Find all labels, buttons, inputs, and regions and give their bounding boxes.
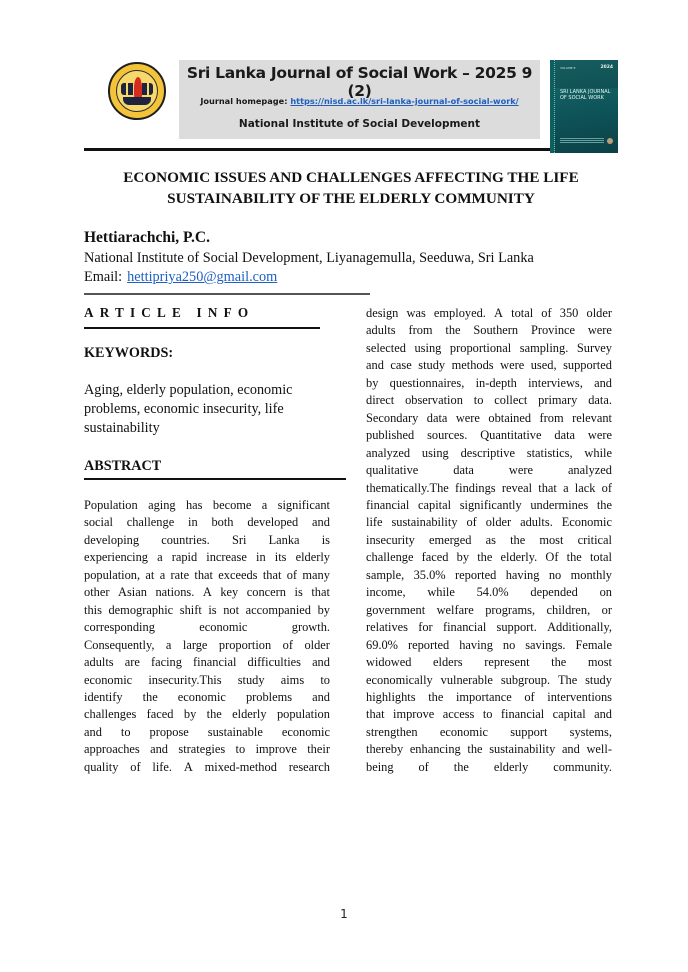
- abstract-line: thereby enhancing the sustainability and well-: [366, 742, 612, 757]
- abstract-line: strengthen economic support systems,: [366, 724, 612, 739]
- abstract-line: quality of life. A mixed-method research: [84, 759, 330, 774]
- abstract-line: sample, 35.0% reported having no monthly: [366, 567, 612, 582]
- article-info-underline: [84, 327, 320, 329]
- abstract-column-right: [366, 305, 612, 776]
- abstract-line: adults from the Southern Province were: [366, 323, 612, 338]
- abstract-line: approaches and strategies to improve their: [84, 742, 330, 757]
- abstract-column-left: [84, 497, 330, 776]
- cover-footer-text: [560, 138, 604, 143]
- abstract-line: adults are facing financial difficulties and: [84, 655, 330, 670]
- institute-name: National Institute of Social Development: [238, 118, 481, 130]
- paper-title: ECONOMIC ISSUES AND CHALLENGES AFFECTING THE LIFE SUSTAINABILITY OF THE ELDERLY COMMUNITY: [123, 169, 579, 207]
- author-affiliation: National Institute of Social Development, Liyanagemulla, Seeduwa, Sri Lanka: [84, 250, 534, 266]
- abstract-line: and to propose sustainable economic: [84, 724, 330, 739]
- author-name: Hettiarachchi, P.C.: [84, 229, 210, 246]
- abstract-line: design was employed. A total of 350 older: [366, 306, 612, 320]
- email-line: [84, 269, 277, 286]
- abstract-line: Population aging has become a significant: [84, 498, 330, 512]
- abstract-line: experiencing a rapid increase in its elderly: [84, 550, 330, 565]
- abstract-line: relatives for financial support. Additionally,: [366, 620, 612, 635]
- abstract-line: being of the elderly community.: [366, 759, 612, 774]
- cover-volume: VOLUME 8: [560, 66, 576, 70]
- abstract-line: Secondary data were obtained from relevant: [366, 410, 612, 425]
- abstract-line: economic insecurity.This study aims to: [84, 672, 330, 687]
- abstract-line: qualitative data were analyzed: [366, 463, 612, 478]
- abstract-line: thematically.The findings reveal that a lack of: [366, 480, 612, 495]
- keywords-list: Aging, elderly population, economic problems, economic insecurity, life sustainability: [84, 382, 293, 436]
- abstract-line: population, at a rate that exceeds that of many: [84, 567, 330, 582]
- abstract-line: other Asian nations. A key concern is that: [84, 585, 330, 600]
- abstract-line: and case study methods were used, supported: [366, 358, 612, 373]
- abstract-line: by questionnaires, in-depth interviews, and: [366, 375, 612, 390]
- page-number: 1: [340, 907, 348, 921]
- abstract-line: highlights the importance of interventions: [366, 689, 612, 704]
- abstract-heading: ABSTRACT: [84, 458, 162, 474]
- abstract-line: life sustainability of older adults. Economic: [366, 515, 612, 530]
- homepage-link[interactable]: https://nisd.ac.lk/sri-lanka-journal-of-social-work/: [290, 96, 519, 106]
- abstract-line: Consequently, a large proportion of older: [84, 637, 330, 652]
- abstract-line: published sources. Quantitative data were: [366, 428, 612, 443]
- abstract-line: 69.0% reported having no savings. Female: [366, 637, 612, 652]
- abstract-line: challenges faced by the elderly population: [84, 707, 330, 722]
- abstract-line: income, while 54.0% depended on: [366, 585, 612, 600]
- abstract-line: developing countries. Sri Lanka is: [84, 532, 330, 547]
- cover-seal-icon: [607, 138, 613, 144]
- lamp-emblem-icon: [116, 70, 158, 112]
- abstract-line: government welfare programs, children, or: [366, 602, 612, 617]
- email-label: Email:: [84, 269, 123, 285]
- abstract-underline: [84, 478, 346, 480]
- email-link[interactable]: hettipriya250@gmail.com: [127, 269, 278, 285]
- keywords-heading: KEYWORDS:: [84, 345, 174, 361]
- abstract-line: that improve access to financial capital and: [366, 707, 612, 722]
- abstract-line: economically vulnerable subgroup. The study: [366, 672, 612, 687]
- abstract-line: direct observation to collect primary data.: [366, 393, 612, 408]
- cover-year: 2024: [600, 65, 613, 70]
- abstract-line: identify the economic problems and: [84, 689, 330, 704]
- abstract-line: selected using proportional sampling. Survey: [366, 340, 612, 355]
- cover-title: SRI LANKA JOURNAL OF SOCIAL WORK: [560, 89, 611, 101]
- abstract-line: this demographic shift is not accompanied by: [84, 602, 330, 617]
- homepage-label: Journal homepage:: [200, 96, 291, 106]
- abstract-line: analyzed using descriptive statistics, while: [366, 445, 612, 460]
- nisd-logo: [108, 62, 166, 120]
- abstract-line: widowed elders represent the most: [366, 655, 612, 670]
- article-info-heading: ARTICLE INFO: [84, 305, 255, 320]
- flame-icon: [134, 77, 142, 99]
- abstract-line: financial capital significantly undermines the: [366, 497, 612, 512]
- journal-cover-thumbnail: [550, 60, 618, 153]
- journal-homepage-line: [179, 96, 540, 106]
- journal-header-box: [179, 60, 540, 139]
- section-divider: [84, 293, 370, 295]
- abstract-line: challenge faced by the elderly. Of the total: [366, 550, 612, 565]
- abstract-line: social challenge in both developed and: [84, 515, 330, 530]
- header-divider: [84, 148, 550, 151]
- abstract-line: corresponding economic growth.: [84, 620, 330, 635]
- abstract-line: insecurity emerged as the most critical: [366, 532, 612, 547]
- book-icon: [123, 97, 151, 105]
- journal-title: Sri Lanka Journal of Social Work – 2025 9 (2): [186, 64, 533, 100]
